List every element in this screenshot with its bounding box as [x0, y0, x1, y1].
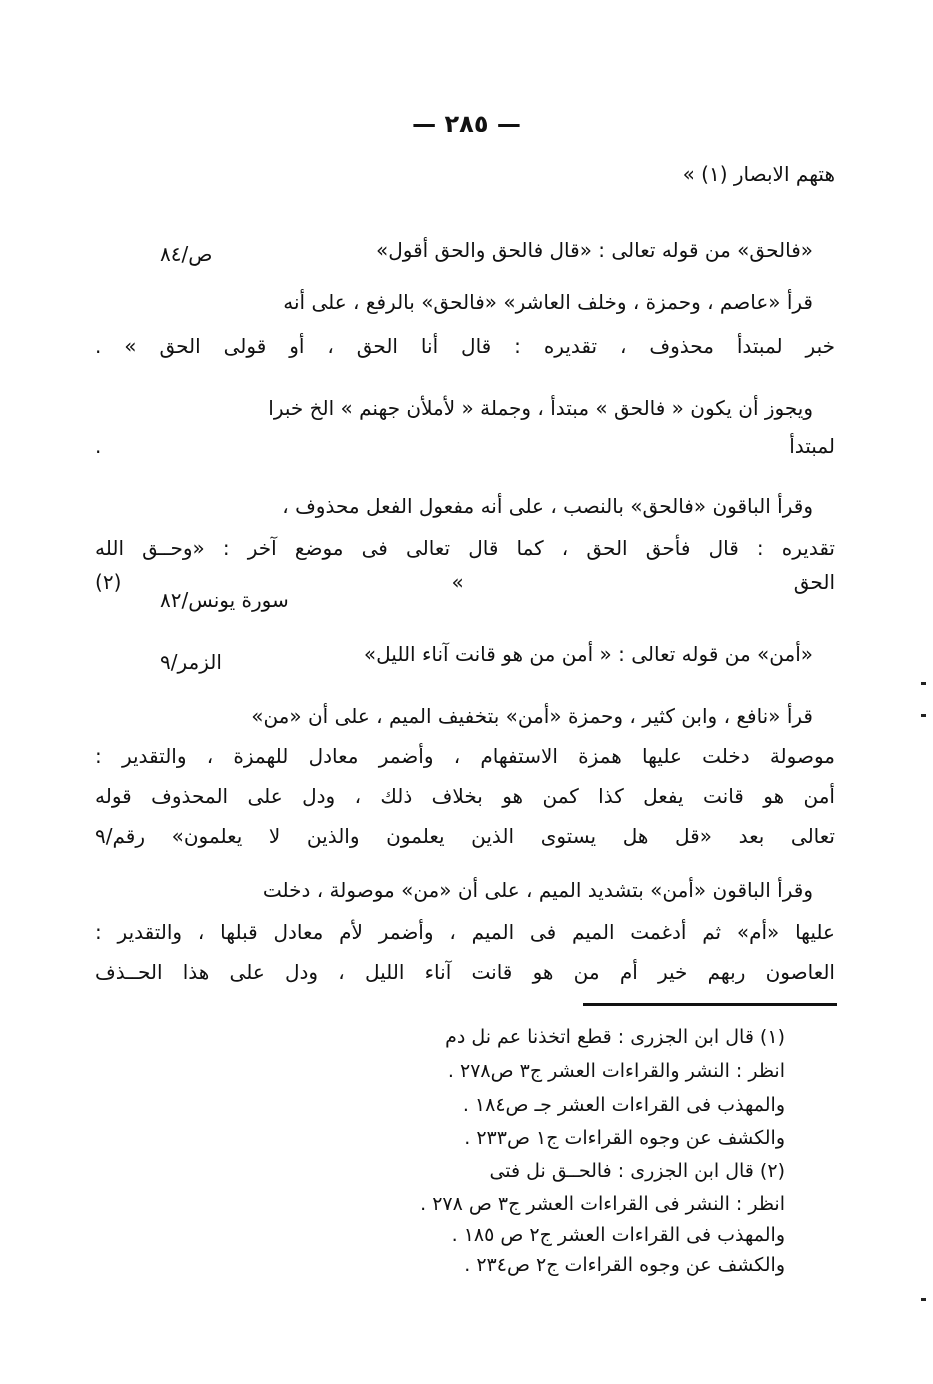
text-line: ويجوز أن يكون « فالحق » مبتدأ ، وجملة « لأملأن جهنم » الخ خبرا: [268, 396, 813, 420]
text-line: وقرأ الباقون «أمن» بتشديد الميم ، على أن «من» موصولة ، دخلت: [262, 878, 813, 902]
text-line: أمن هو قانت يفعل كذا كمن هو بخلاف ذلك ، ودل على المحذوف قوله: [95, 784, 835, 808]
page-number: — ٢٨٥ —: [412, 110, 521, 138]
text-line: عليها «أم» ثم أدغمت الميم فى الميم ، وأضمر لأم معادل قبلها ، والتقدير :: [95, 920, 835, 944]
footnote-line: والمهذب فى القراءات العشر ج٢ ص ١٨٥ .: [451, 1224, 785, 1246]
scan-mark: [921, 682, 926, 685]
text-line: لمبتدأ .: [95, 434, 835, 458]
text-line: وقرأ الباقون «فالحق» بالنصب ، على أنه مفعول الفعل محذوف ،: [282, 494, 813, 518]
footnote-line: انظر : النشر والقراءات العشر ج٣ ص٢٧٨ .: [447, 1060, 785, 1082]
text-line: «أمن» من قوله تعالى : « أمن من هو قانت آناء الليل»: [363, 642, 813, 666]
scan-mark: [921, 1298, 926, 1301]
text-line: خبر لمبتدأ محذوف ، تقديره : قال أنا الحق ، أو قولى الحق » .: [95, 334, 835, 358]
footnote-line: (٢) قال ابن الجزرى : فالحــق نل فتى: [489, 1160, 785, 1182]
text-line: تعالى بعد «قل هل يستوى الذين يعلمون والذين لا يعلمون» رقم/٩: [95, 824, 835, 848]
footnote-line: (١) قال ابن الجزرى : قطع اتخذنا عم نل دم: [445, 1026, 785, 1048]
reference-label: الزمر/٩: [160, 650, 222, 674]
text-line: «فالحق» من قوله تعالى : «قال فالحق والحق أقول»: [375, 238, 813, 262]
text-line: قرأ «عاصم ، وحمزة ، وخلف العاشر» «فالحق» بالرفع ، على أنه: [283, 290, 813, 314]
text-line: هتهم الابصار (١) »: [682, 162, 835, 186]
footnote-line: والمهذب فى القراءات العشر جـ ص١٨٤ .: [462, 1094, 785, 1116]
text-line: الحق » (٢): [95, 570, 835, 594]
text-line: قرأ «نافع ، وابن كثير ، وحمزة «أمن» بتخفيف الميم ، على أن «من»: [251, 704, 813, 728]
footnote-line: والكشف عن وجوه القراءات ج٢ ص٢٣٤ .: [464, 1254, 785, 1276]
text-line: تقديره : قال فأحق الحق ، كما قال تعالى فى موضع آخر : «وحــق الله: [95, 536, 835, 560]
scan-mark: [921, 714, 926, 717]
reference-label: ص/٨٤: [160, 242, 213, 266]
reference-label: سورة يونس/٨٢: [160, 588, 289, 612]
text-line: العاصون ربهم خير أم من هو قانت آناء الليل ، ودل على هذا الحــذف: [95, 960, 835, 984]
text-line: موصولة دخلت عليها همزة الاستفهام ، وأضمر معادل للهمزة ، والتقدير :: [95, 744, 835, 768]
footnote-line: انظر : النشر فى القراءات العشر ج٣ ص ٢٧٨ .: [420, 1193, 785, 1215]
footnote-line: والكشف عن وجوه القراءات ج١ ص٢٣٣ .: [464, 1127, 785, 1149]
footnote-separator: [583, 1003, 837, 1006]
